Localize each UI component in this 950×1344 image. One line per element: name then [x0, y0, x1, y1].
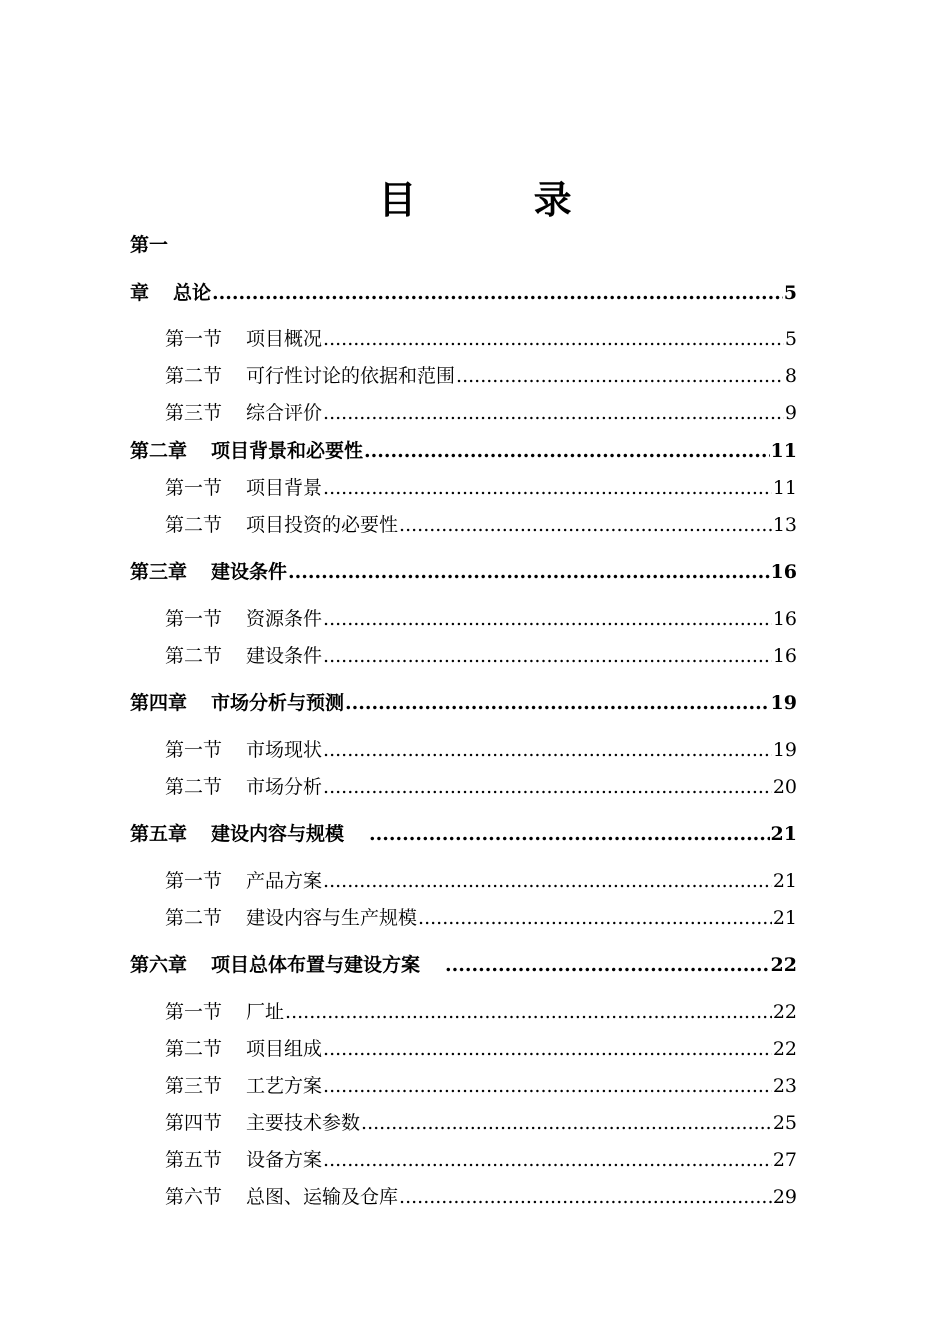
toc-section-entry[interactable]	[165, 1110, 797, 1136]
toc-chapter-entry[interactable]	[130, 690, 797, 716]
page-number: 22	[772, 1038, 797, 1060]
chapter-title: 市场分析与预测	[211, 692, 345, 714]
dot-leader	[323, 606, 772, 632]
section-number: 第六节	[165, 1186, 223, 1208]
dot-leader	[323, 774, 772, 800]
dot-leader	[361, 1110, 772, 1136]
page-number: 11	[770, 440, 797, 462]
dot-leader	[418, 905, 772, 931]
section-title: 项目概况	[246, 328, 323, 350]
section-number: 第五节	[165, 1149, 223, 1171]
page-number: 22	[770, 954, 797, 976]
chapter-number-part: 章	[130, 282, 150, 304]
section-number: 第一节	[165, 739, 223, 761]
section-title: 项目投资的必要性	[246, 514, 399, 536]
section-number: 第二节	[165, 365, 223, 387]
dot-leader	[399, 512, 772, 538]
section-title: 产品方案	[246, 870, 323, 892]
page-number: 16	[770, 561, 797, 583]
dot-leader	[323, 643, 772, 669]
dot-leader	[345, 690, 770, 716]
toc-section-entry[interactable]	[165, 326, 797, 352]
toc-section-entry[interactable]	[165, 999, 797, 1025]
page-number: 21	[770, 823, 797, 845]
toc-chapter-entry[interactable]	[130, 559, 797, 585]
dot-leader	[285, 999, 772, 1025]
chapter-title: 建设条件	[211, 561, 288, 583]
section-number: 第一节	[165, 1001, 223, 1023]
toc-chapter-entry[interactable]	[130, 952, 797, 978]
section-title: 设备方案	[246, 1149, 323, 1171]
page-number: 29	[772, 1186, 797, 1208]
dot-leader	[288, 559, 770, 585]
toc-section-entry[interactable]	[165, 606, 797, 632]
section-title: 建设条件	[246, 645, 323, 667]
chapter-title: 项目总体布置与建设方案	[211, 954, 421, 976]
dot-leader	[399, 1184, 772, 1210]
page-number: 23	[772, 1075, 797, 1097]
chapter-number-part: 第一	[130, 234, 169, 256]
section-title: 建设内容与生产规模	[246, 907, 418, 929]
section-number: 第二节	[165, 645, 223, 667]
toc-section-entry[interactable]	[165, 1184, 797, 1210]
dot-leader	[212, 280, 783, 306]
chapter-title: 建设内容与规模	[211, 823, 345, 845]
section-title: 市场现状	[246, 739, 323, 761]
page-number: 5	[784, 328, 797, 350]
page-number: 16	[772, 645, 797, 667]
section-title: 工艺方案	[246, 1075, 323, 1097]
chapter-number: 第二章	[130, 440, 188, 462]
page-number: 16	[772, 608, 797, 630]
page-number: 19	[772, 739, 797, 761]
section-title: 主要技术参数	[246, 1112, 361, 1134]
section-title: 总图、运输及仓库	[246, 1186, 399, 1208]
page-number: 25	[772, 1112, 797, 1134]
dot-leader	[323, 326, 784, 352]
dot-leader	[323, 475, 772, 501]
page-number: 19	[770, 692, 797, 714]
toc-section-entry[interactable]	[165, 643, 797, 669]
toc-section-entry[interactable]	[165, 512, 797, 538]
section-number: 第二节	[165, 776, 223, 798]
dot-leader	[323, 1073, 772, 1099]
section-title: 厂址	[246, 1001, 285, 1023]
dot-leader	[369, 821, 770, 847]
toc-section-entry[interactable]	[165, 1036, 797, 1062]
toc-chapter-entry[interactable]	[130, 280, 797, 306]
section-title: 综合评价	[246, 402, 323, 424]
toc-section-entry[interactable]	[165, 475, 797, 501]
chapter-number: 第四章	[130, 692, 188, 714]
section-title: 可行性讨论的依据和范围	[246, 365, 456, 387]
page-number: 22	[772, 1001, 797, 1023]
section-title: 项目组成	[246, 1038, 323, 1060]
toc-chapter-entry[interactable]	[130, 821, 797, 847]
toc-section-entry[interactable]	[165, 1073, 797, 1099]
chapter-title: 总论	[173, 282, 212, 304]
dot-leader	[456, 363, 784, 389]
chapter-number: 第三章	[130, 561, 188, 583]
page-number: 9	[784, 402, 797, 424]
page-number: 5	[783, 282, 797, 304]
section-number: 第一节	[165, 477, 223, 499]
section-number: 第一节	[165, 608, 223, 630]
toc-section-entry[interactable]	[165, 400, 797, 426]
page-number: 20	[772, 776, 797, 798]
dot-leader	[323, 400, 784, 426]
dot-leader	[445, 952, 770, 978]
dot-leader	[364, 438, 770, 464]
chapter-number: 第五章	[130, 823, 188, 845]
section-number: 第一节	[165, 328, 223, 350]
page-title: 目 录	[378, 177, 624, 222]
section-number: 第三节	[165, 1075, 223, 1097]
toc-section-entry[interactable]	[165, 1147, 797, 1173]
toc-section-entry[interactable]	[165, 774, 797, 800]
dot-leader	[323, 737, 772, 763]
section-title: 项目背景	[246, 477, 323, 499]
dot-leader	[323, 868, 772, 894]
section-number: 第二节	[165, 514, 223, 536]
toc-section-entry[interactable]	[165, 868, 797, 894]
page-number: 8	[784, 365, 797, 387]
section-title: 市场分析	[246, 776, 323, 798]
section-number: 第三节	[165, 402, 223, 424]
toc-section-entry[interactable]	[165, 905, 797, 931]
dot-leader	[323, 1036, 772, 1062]
chapter-number: 第六章	[130, 954, 188, 976]
page-number: 21	[772, 907, 797, 929]
toc-section-entry[interactable]	[165, 363, 797, 389]
chapter-title: 项目背景和必要性	[211, 440, 364, 462]
section-number: 第一节	[165, 870, 223, 892]
section-number: 第二节	[165, 907, 223, 929]
toc-chapter-entry[interactable]	[130, 438, 797, 464]
section-number: 第四节	[165, 1112, 223, 1134]
page-number: 11	[772, 477, 797, 499]
page-number: 21	[772, 870, 797, 892]
section-number: 第二节	[165, 1038, 223, 1060]
section-title: 资源条件	[246, 608, 323, 630]
toc-section-entry[interactable]	[165, 737, 797, 763]
page-number: 13	[772, 514, 797, 536]
dot-leader	[323, 1147, 772, 1173]
page-number: 27	[772, 1149, 797, 1171]
